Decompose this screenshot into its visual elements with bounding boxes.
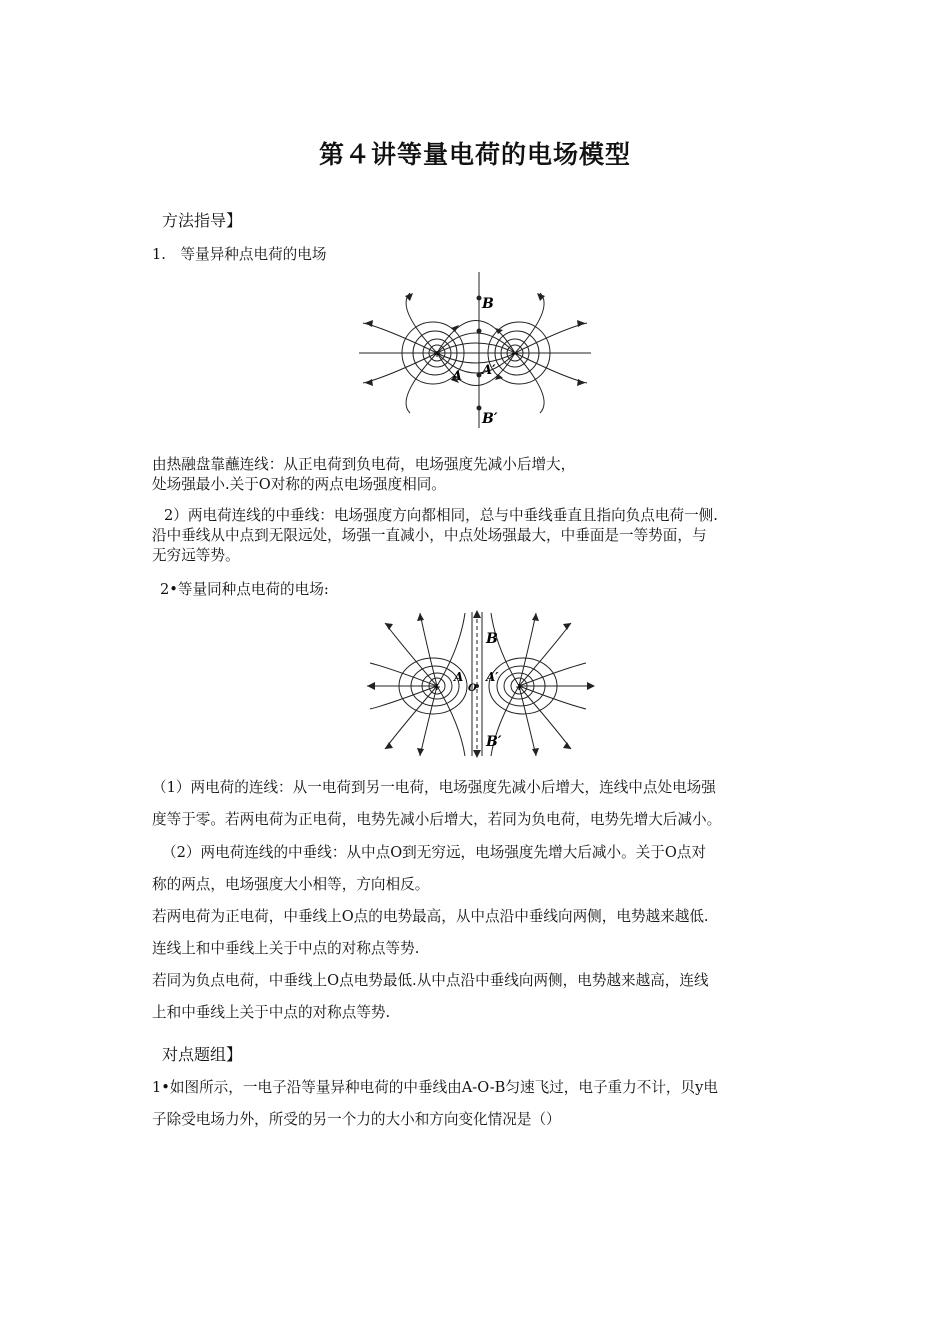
page-title: 第４讲等量电荷的电场模型 xyxy=(318,140,631,169)
fig2-label-O: O xyxy=(468,683,477,694)
svg-text:+: + xyxy=(515,683,523,693)
fig2-para1-line2: 度等于零。若两电荷为正电荷，电势先减小后增大，若同为负电荷，电势先增大后减小。 xyxy=(152,811,722,828)
question-1-line1: 1•如图所示，一电子沿等量异种电荷的中垂线由A-O-B匀速飞过，电子重力不计，贝y电 xyxy=(152,1079,718,1096)
svg-text:+: + xyxy=(433,350,441,360)
fig1-para1-line1: 由热融盘靠蘸连线：从正电荷到负电荷，电场强度先减小后增大， xyxy=(152,456,576,473)
fig2-label-A-prime: A′ xyxy=(486,670,499,684)
fig2-para2-line2: 称的两点，电场强度大小相等，方向相反。 xyxy=(152,876,430,893)
label-A-prime: A′ xyxy=(482,363,496,378)
fig2-para5-line1: 若同为负点电荷，中垂线上O点电势最低.从中点沿中垂线向两侧，电势越来越高，连线 xyxy=(152,972,709,989)
fig2-label-A: A xyxy=(454,670,464,684)
fig1-para1-line2: 处场强最小.关于O对称的两点电场强度相同。 xyxy=(152,476,446,493)
svg-text:+: + xyxy=(433,683,441,693)
svg-text:−: − xyxy=(510,349,520,360)
fig2-para3: 若两电荷为正电荷，中垂线上O点的电势最高，从中点沿中垂线向两侧，电势越来越低. xyxy=(152,908,709,925)
fig2-label-B-prime: B′ xyxy=(486,734,502,750)
item-2-heading: 2•等量同种点电荷的电场: xyxy=(160,581,329,598)
section-heading-exercises: 对点题组】 xyxy=(162,1045,243,1064)
fig2-para1-line1: （1）两电荷的连线：从一电荷到另一电荷，电场强度先减小后增大，连线中点处电场强 xyxy=(152,779,716,796)
figure-like-charges xyxy=(365,608,597,760)
fig2-para5-line2: 上和中垂线上关于中点的对称点等势. xyxy=(152,1004,391,1021)
fig1-para2-line1: 2）两电荷连线的中垂线：电场强度方向都相同，总与中垂线垂直且指向负点电荷一侧. xyxy=(164,507,718,524)
fig1-para2-line3: 无穷远等势。 xyxy=(152,547,240,564)
figure-opposite-charges xyxy=(355,268,595,433)
label-B-prime: B′ xyxy=(482,411,498,427)
fig2-label-B: B xyxy=(486,631,498,647)
label-B: B xyxy=(482,296,494,312)
label-A: A xyxy=(452,369,463,384)
fig1-para2-line2: 沿中垂线从中点到无限远处，场强一直减小，中点处场强最大，中垂面是一等势面，与 xyxy=(152,527,707,544)
question-1-line2: 子除受电场力外，所受的另一个力的大小和方向变化情况是（） xyxy=(152,1111,561,1128)
section-heading-method: 方法指导】 xyxy=(162,211,243,230)
fig2-para4: 连线上和中垂线上关于中点的对称点等势. xyxy=(152,940,420,957)
fig2-para2-line1: （2）两电荷连线的中垂线：从中点O到无穷远，电场强度先增大后减小。关于O点对 xyxy=(162,844,706,861)
item-1-heading: 1. 等量异种点电荷的电场 xyxy=(152,246,327,263)
